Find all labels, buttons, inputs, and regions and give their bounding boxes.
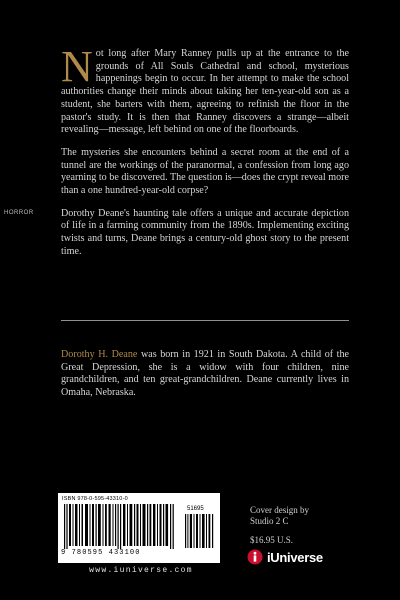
isbn-text: ISBN 978-0-595-43310-0 [62, 496, 128, 502]
publisher-name: iUniverse [267, 549, 323, 565]
ean-digits: 9 780595 433100 [61, 549, 141, 557]
synopsis-paragraph-2: The mysteries she encounters behind a secret room at the end of a tunnel are the workings of the paranormal, a confession from long ago yearning to be discovered. The question is—does the crypt reveal more than a one hundred-year-old corpse? [61, 146, 349, 197]
iuniverse-logo-icon [247, 549, 263, 565]
synopsis-paragraph-3: Dorothy Deane's haunting tale offers a unique and accurate depiction of life in a farming community from the 1890s. Implementing exciting twists and turns, Deane brings a century-old ghost story to the present time. [61, 207, 349, 257]
barcode [58, 493, 220, 563]
price-barcode-icon [185, 514, 215, 548]
synopsis-paragraph-1-text: ot long after Mary Ranney pulls up at the entrance to the grounds of All Souls Cathedral and school, mysterious happenings begin to occur. In her attempt to make the school authorities change their minds about taking her ten-year-old son as a student, she barters with them, agreeing to refinish the floor in the pastor's study. It is then that Ranney discovers a strange—albeit revealing—message, left behind on one of the floorboards. [61, 48, 349, 136]
synopsis-paragraph-1 [61, 42, 349, 137]
price-code: 51695 [187, 506, 204, 512]
divider [61, 320, 349, 321]
drop-cap: N [61, 42, 93, 91]
publisher-logo [247, 549, 323, 565]
author-bio-text: was born in 1921 in South Dakota. A child of the Great Depression, she is a widow with four children, nine grandchildren, and ten great-grandchildren. Deane currently lives in Omaha, Nebraska. [61, 349, 349, 399]
publisher-website: www.iuniverse.com [89, 566, 193, 575]
cover-credit-line-2: Studio 2 C [250, 516, 289, 526]
cover-credit [250, 505, 340, 527]
genre-label: HORROR [4, 210, 34, 216]
price: $16.95 U.S. [250, 535, 294, 545]
synopsis [61, 42, 349, 269]
ean-barcode-icon [64, 504, 176, 549]
cover-credit-line-1: Cover design by [250, 505, 309, 515]
author-name: Dorothy H. Deane [61, 349, 138, 360]
author-bio [61, 349, 349, 410]
